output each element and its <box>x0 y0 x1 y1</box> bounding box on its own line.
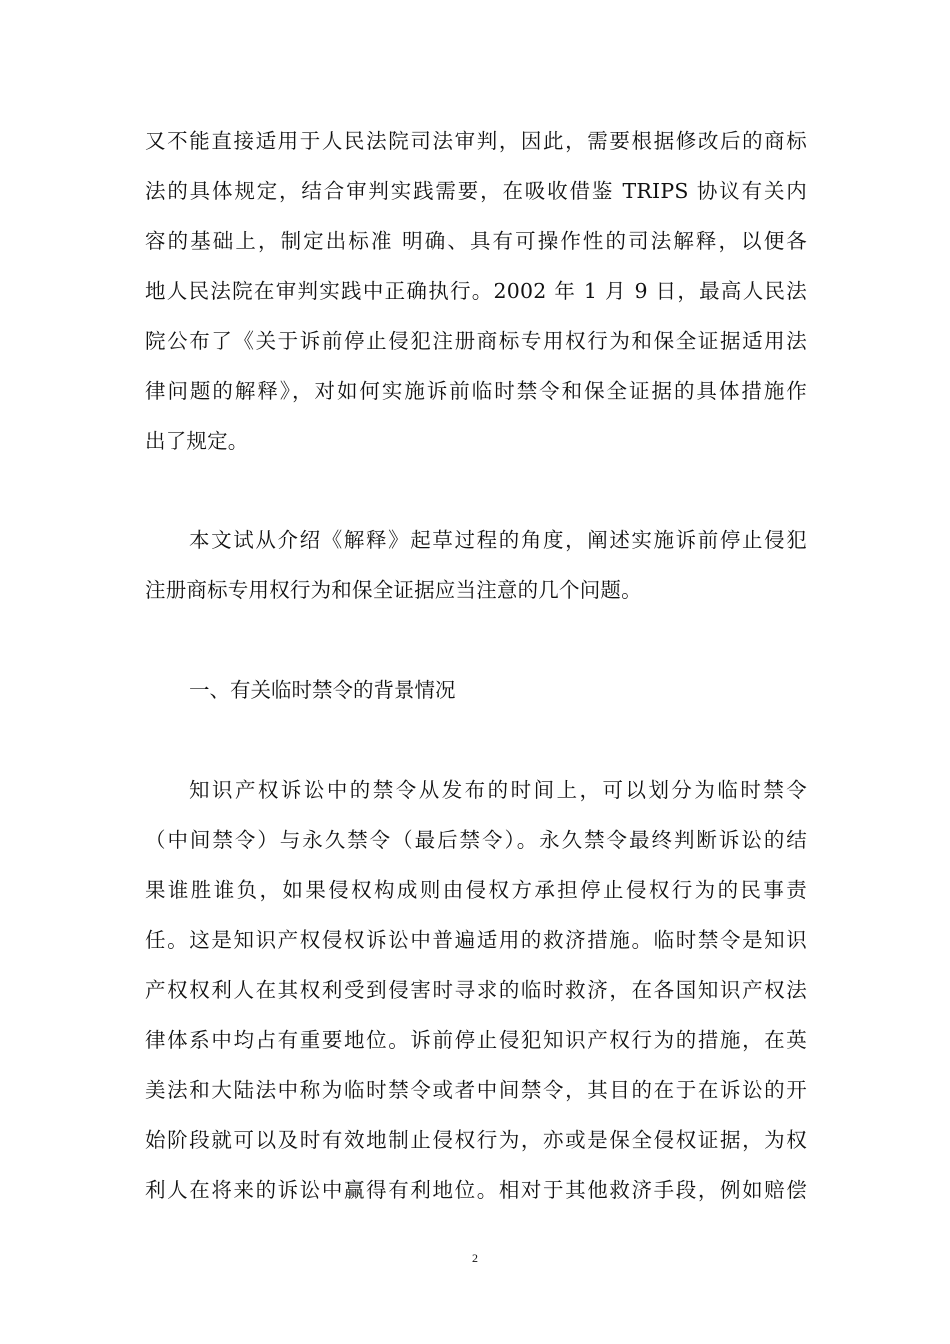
paragraph-3-line-5: 产权权利人在其权利受到侵害时寻求的临时救济，在各国知识产权法 <box>145 978 807 1002</box>
paragraph-1-line-7: 出了规定。 <box>145 429 249 453</box>
page-number: 2 <box>472 1251 478 1265</box>
paragraph-2-line-2: 注册商标专用权行为和保全证据应当注意的几个问题。 <box>145 578 642 602</box>
paragraph-1-line-4: 地人民法院在审判实践中正确执行。2002 年 1 月 9 日，最高人民法 <box>145 279 807 303</box>
paragraph-3-line-8: 始阶段就可以及时有效地制止侵权行为，亦或是保全侵权证据，为权 <box>145 1128 807 1152</box>
paragraph-3-line-4: 任。这是知识产权侵权诉讼中普遍适用的救济措施。临时禁令是知识 <box>145 928 807 952</box>
paragraph-2-line-1: 本文试从介绍《解释》起草过程的角度，阐述实施诉前停止侵犯 <box>189 528 807 552</box>
paragraph-1-line-3: 容的基础上，制定出标准 明确、具有可操作性的司法解释，以便各 <box>145 229 807 253</box>
paragraph-3-line-9: 利人在将来的诉讼中赢得有利地位。相对于其他救济手段，例如赔偿 <box>145 1178 807 1202</box>
paragraph-1-line-6: 律问题的解释》，对如何实施诉前临时禁令和保全证据的具体措施作 <box>145 379 807 403</box>
paragraph-1-line-5: 院公布了《关于诉前停止侵犯注册商标专用权行为和保全证据适用法 <box>145 329 807 353</box>
paragraph-3-line-2: （中间禁令）与永久禁令（最后禁令）。永久禁令最终判断诉讼的结 <box>145 828 807 852</box>
paragraph-1-line-1: 又不能直接适用于人民法院司法审判，因此，需要根据修改后的商标 <box>145 129 807 153</box>
paragraph-3-line-3: 果谁胜谁负，如果侵权构成则由侵权方承担停止侵权行为的民事责 <box>145 878 807 902</box>
paragraph-3-line-1: 知识产权诉讼中的禁令从发布的时间上，可以划分为临时禁令 <box>189 778 807 802</box>
paragraph-1-line-2: 法的具体规定，结合审判实践需要，在吸收借鉴 TRIPS 协议有关内 <box>145 179 807 203</box>
section-heading: 一、有关临时禁令的背景情况 <box>189 678 456 702</box>
paragraph-3-line-6: 律体系中均占有重要地位。诉前停止侵犯知识产权行为的措施，在英 <box>145 1028 807 1052</box>
paragraph-3-line-7: 美法和大陆法中称为临时禁令或者中间禁令，其目的在于在诉讼的开 <box>145 1078 807 1102</box>
